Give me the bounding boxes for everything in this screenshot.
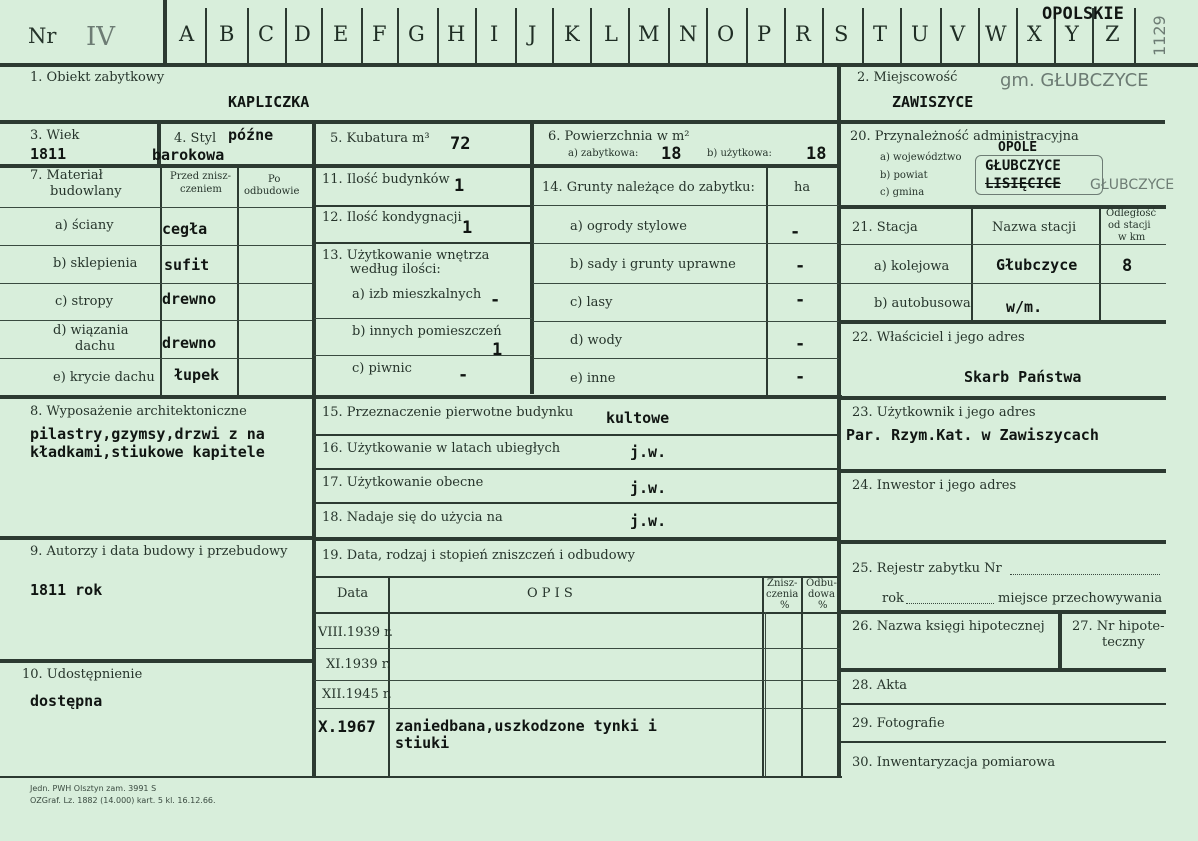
letter-a: A xyxy=(179,22,195,46)
photos-label: 29. Fotografie xyxy=(852,716,945,731)
area-label: 6. Powierzchnia w m² xyxy=(548,129,690,144)
material-label-1: 7. Materiał xyxy=(30,168,103,183)
before-col-2: czeniem xyxy=(180,184,222,195)
roof-truss-label-1: d) wiązania xyxy=(53,323,129,338)
walls-label: a) ściany xyxy=(55,218,114,233)
damage-date-2: XI.1939 r. xyxy=(326,657,391,672)
district-label: b) powiat xyxy=(880,170,928,181)
letter-i: I xyxy=(490,22,499,46)
damage-date-1: VIII.1939 r. xyxy=(318,625,394,640)
forests-value: - xyxy=(795,290,806,310)
letter-t: T xyxy=(873,22,888,46)
walls-value: cegła xyxy=(162,220,208,238)
region-stamp: OPOLSKIE xyxy=(1042,4,1124,24)
commune-value: LISIĘCICE xyxy=(985,176,1061,192)
owner-label: 22. Właściciel i jego adres xyxy=(852,330,1025,345)
other-rooms-value: 1 xyxy=(492,340,503,360)
letter-z: Z xyxy=(1105,22,1120,46)
damage-label: 19. Data, rodzaj i stopień zniszczeń i odbudowy xyxy=(322,548,636,563)
damage-date-4: X.1967 xyxy=(318,717,376,736)
style-value-1: późne xyxy=(228,126,274,144)
letter-p: P xyxy=(757,22,772,46)
rooms-label: a) izb mieszkalnych xyxy=(352,287,482,302)
letter-k: K xyxy=(564,22,580,46)
letter-v: V xyxy=(950,22,966,46)
age-label: 3. Wiek xyxy=(30,128,80,143)
gardens-value: - xyxy=(790,222,801,242)
station-label: 21. Stacja xyxy=(852,220,918,235)
cellars-value: - xyxy=(458,365,469,385)
style-label: 4. Styl xyxy=(174,131,217,146)
current-use-value: j.w. xyxy=(630,479,667,497)
station-name-col: Nazwa stacji xyxy=(992,220,1077,235)
before-col-1: Przed znisz- xyxy=(170,171,231,182)
survey-label: 30. Inwentaryzacja pomiarowa xyxy=(852,755,1056,770)
suitable-use-label: 18. Nadaje się do użycia na xyxy=(322,510,503,525)
letter-y: Y xyxy=(1065,22,1079,46)
railway-station: Głubczyce xyxy=(996,256,1078,274)
register-place-label: miejsce przechowywania xyxy=(998,591,1163,606)
admin-stamp-box xyxy=(975,155,1103,195)
damage-destruct-col-1: Znisz- xyxy=(767,578,798,589)
original-purpose-value: kultowe xyxy=(606,409,670,427)
damage-destruct-col-3: % xyxy=(780,600,790,611)
volume-value: 72 xyxy=(450,134,471,154)
damage-date-3: XII.1945 r. xyxy=(322,687,392,702)
waters-value: - xyxy=(795,334,806,354)
voivodeship-label: a) województwo xyxy=(880,152,962,163)
architectural-features-label: 8. Wyposażenie architektoniczne xyxy=(30,404,247,419)
letter-r: R xyxy=(795,22,811,46)
interior-use-label-1: 13. Użytkowanie wnętrza xyxy=(322,248,490,263)
locality-label: 2. Miejscowość xyxy=(857,70,958,85)
damage-opis-col: O P I S xyxy=(527,586,573,601)
station-dist-col-2: od stacji xyxy=(1108,220,1151,231)
letter-m: M xyxy=(638,22,660,46)
area-historic-value: 18 xyxy=(661,144,682,164)
print-info-line-2: OZGraf. Lz. 1882 (14.000) kart. 5 kl. 16.12.66. xyxy=(30,796,216,805)
damage-rebuild-col-2: dowa xyxy=(808,589,835,600)
letter-x: X xyxy=(1027,22,1042,46)
past-use-value: j.w. xyxy=(630,443,667,461)
letter-c: C xyxy=(258,22,275,46)
station-dist-col-3: w km xyxy=(1118,232,1146,243)
user-label: 23. Użytkownik i jego adres xyxy=(852,405,1036,420)
commune-label: c) gmina xyxy=(880,187,925,198)
other-land-label: e) inne xyxy=(570,371,616,386)
object-value: KAPLICZKA xyxy=(228,93,310,111)
authors-label: 9. Autorzy i data budowy i przebudowy xyxy=(30,544,288,559)
admin-label: 20. Przynależność administracyjna xyxy=(850,129,1079,144)
print-info-line-1: Jedn. PWH Olsztyn zam. 3991 S xyxy=(30,784,157,793)
roof-cover-value: łupek xyxy=(174,366,220,384)
letter-e: E xyxy=(333,22,349,46)
forests-label: c) lasy xyxy=(570,295,613,310)
vaults-label: b) sklepienia xyxy=(53,256,138,271)
voivodeship-value: OPOLE xyxy=(998,140,1038,155)
railway-distance: 8 xyxy=(1122,256,1133,276)
area-usable-label: b) użytkowa: xyxy=(707,148,772,159)
architectural-features-line-2: kładkami,stiukowe kapitele xyxy=(30,443,265,461)
ceilings-label: c) stropy xyxy=(55,294,114,309)
damage-destruct-col-2: czenia xyxy=(766,589,799,600)
letter-l: L xyxy=(604,22,618,46)
files-label: 28. Akta xyxy=(852,678,908,693)
gardens-label: a) ogrody stylowe xyxy=(570,219,687,234)
buildings-count-value: 1 xyxy=(454,176,465,196)
owner-value: Skarb Państwa xyxy=(964,368,1082,386)
nr-value: IV xyxy=(86,22,116,52)
letter-h: H xyxy=(447,22,466,46)
district-value: GŁUBCZYCE xyxy=(985,158,1061,174)
letter-s: S xyxy=(834,22,849,46)
user-value: Par. Rzym.Kat. w Zawiszycach xyxy=(846,426,1099,444)
nr-label: Nr xyxy=(28,24,57,48)
material-label-2: budowlany xyxy=(50,184,122,199)
register-year-label: rok xyxy=(882,591,904,606)
area-historic-label: a) zabytkowa: xyxy=(568,148,639,159)
object-label: 1. Obiekt zabytkowy xyxy=(30,70,165,85)
waters-label: d) wody xyxy=(570,333,623,348)
mortgage-book-label: 26. Nazwa księgi hipotecznej xyxy=(852,619,1045,634)
locality-note: gm. GŁUBCZYCE xyxy=(1000,70,1149,91)
vaults-value: sufit xyxy=(164,256,210,274)
letter-n: N xyxy=(679,22,698,46)
storeys-value: 1 xyxy=(462,218,473,238)
orchards-label: b) sady i grunty uprawne xyxy=(570,257,736,272)
investor-label: 24. Inwestor i jego adres xyxy=(852,478,1017,493)
register-label: 25. Rejestr zabytku Nr xyxy=(852,561,1002,576)
other-land-value: - xyxy=(795,367,806,387)
station-dist-col-1: Odległość xyxy=(1106,208,1157,219)
letter-f: F xyxy=(372,22,387,46)
register-year-line xyxy=(906,603,994,604)
rooms-value: - xyxy=(490,290,501,310)
bus-station: w/m. xyxy=(1006,298,1043,316)
after-col-2: odbudowie xyxy=(244,186,300,197)
letter-u: U xyxy=(911,22,929,46)
railway-label: a) kolejowa xyxy=(874,259,950,274)
original-purpose-label: 15. Przeznaczenie pierwotne budynku xyxy=(322,405,574,420)
suitable-use-value: j.w. xyxy=(630,512,667,530)
letter-b: B xyxy=(219,22,235,46)
access-value: dostępna xyxy=(30,692,103,710)
ceilings-value: drewno xyxy=(162,290,217,308)
commune-note: GŁUBCZYCE xyxy=(1090,177,1175,193)
letter-d: D xyxy=(294,22,311,46)
damage-opis-line-2: stiuki xyxy=(395,734,450,752)
roof-truss-label-2: dachu xyxy=(75,339,116,354)
after-col-1: Po xyxy=(268,174,281,185)
cellars-label: c) piwnic xyxy=(352,361,412,376)
mortgage-number-label-2: teczny xyxy=(1102,635,1145,650)
land-unit: ha xyxy=(794,180,811,195)
other-rooms-label: b) innych pomieszczeń xyxy=(352,324,502,339)
register-number-line xyxy=(1010,574,1160,575)
damage-opis-line-1: zaniedbana,uszkodzone tynki i xyxy=(395,717,657,735)
interior-use-label-2: według ilości: xyxy=(350,262,441,277)
locality-value: ZAWISZYCE xyxy=(892,93,974,111)
damage-rebuild-col-3: % xyxy=(818,600,828,611)
age-value: 1811 xyxy=(30,145,67,163)
bus-label: b) autobusowa xyxy=(874,296,971,311)
architectural-features-line-1: pilastry,gzymsy,drzwi z na xyxy=(30,425,265,443)
letter-o: O xyxy=(717,22,735,46)
letter-j: J xyxy=(528,22,537,46)
volume-label: 5. Kubatura m³ xyxy=(330,131,430,146)
mortgage-number-label-1: 27. Nr hipote- xyxy=(1072,619,1165,634)
damage-date-col: Data xyxy=(337,586,369,601)
buildings-count-label: 11. Ilość budynków xyxy=(322,172,450,187)
side-number: 1129 xyxy=(1150,15,1169,56)
letter-g: G xyxy=(408,22,425,46)
storeys-label: 12. Ilość kondygnacji xyxy=(322,210,462,225)
roof-cover-label: e) krycie dachu xyxy=(53,370,155,385)
roof-truss-value: drewno xyxy=(162,334,217,352)
access-label: 10. Udostępnienie xyxy=(22,667,143,682)
past-use-label: 16. Użytkowanie w latach ubiegłych xyxy=(322,441,561,456)
damage-rebuild-col-1: Odbu- xyxy=(806,578,837,589)
land-label: 14. Grunty należące do zabytku: xyxy=(542,180,755,195)
orchards-value: - xyxy=(795,256,806,276)
area-usable-value: 18 xyxy=(806,144,827,164)
letter-w: W xyxy=(985,22,1007,46)
style-value-2: barokowa xyxy=(152,146,225,164)
current-use-label: 17. Użytkowanie obecne xyxy=(322,475,484,490)
authors-value: 1811 rok xyxy=(30,581,103,599)
